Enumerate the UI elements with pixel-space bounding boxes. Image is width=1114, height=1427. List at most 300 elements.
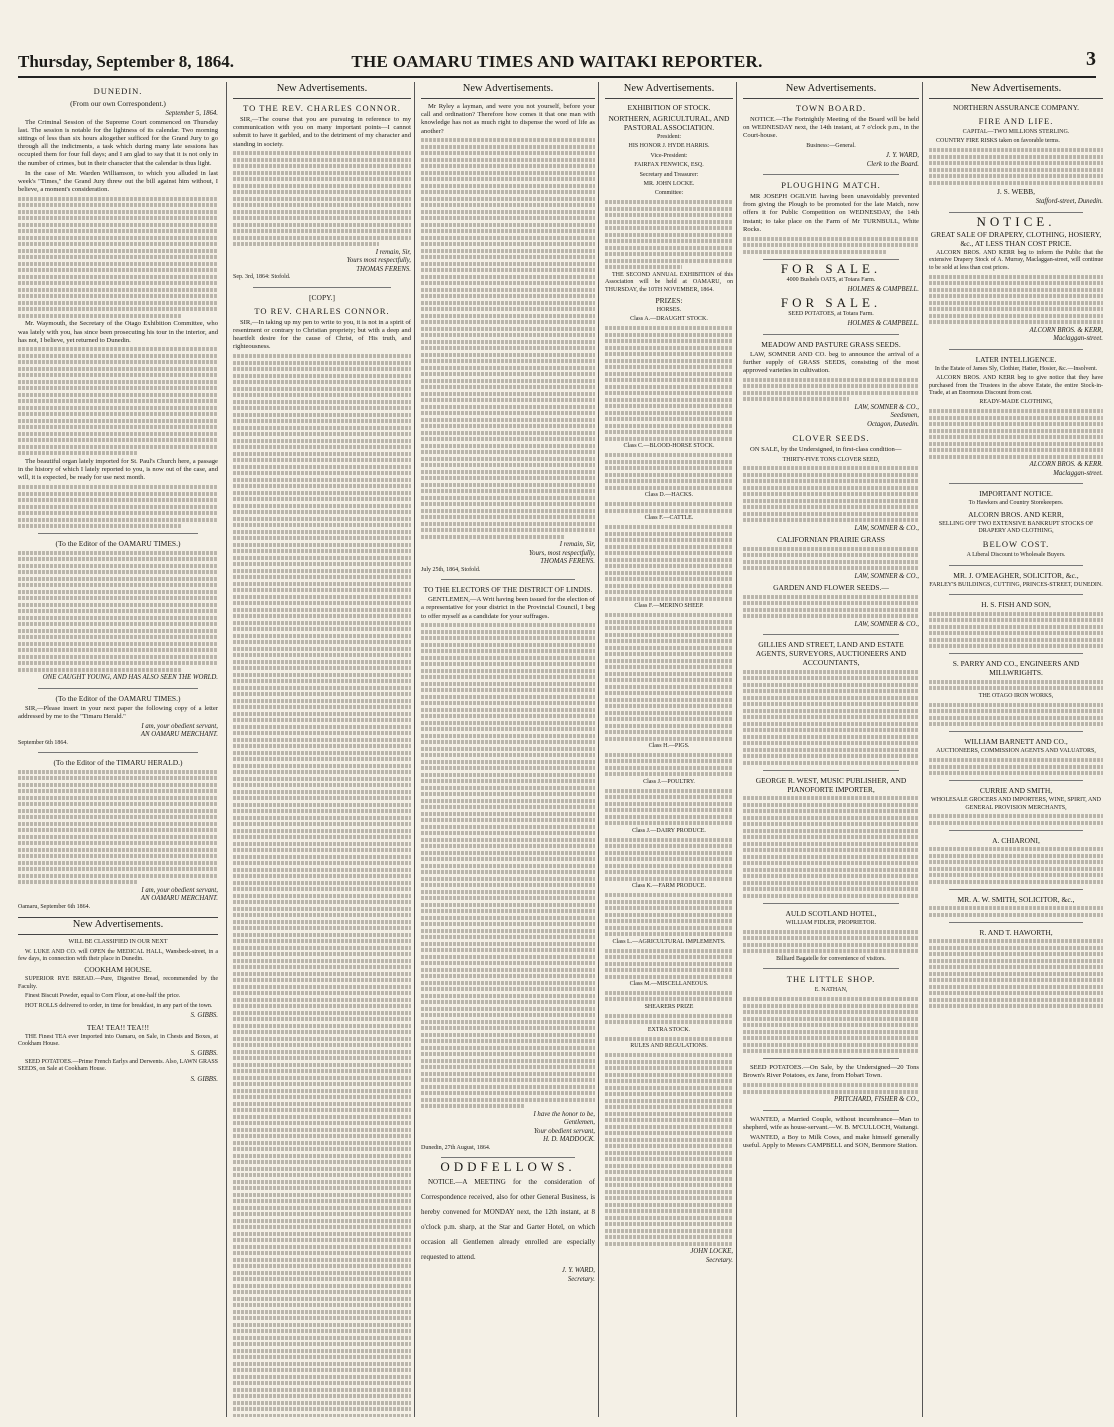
ad-signature: I have the honor to be, xyxy=(533,1110,595,1118)
illegible-text-line xyxy=(929,301,1103,305)
ad-heading: A. CHIARONI, xyxy=(992,835,1040,845)
ad-text: 4000 Bushels OATS, at Totara Farm. xyxy=(786,276,876,283)
illegible-text-line xyxy=(233,972,411,976)
illegible-text-line xyxy=(929,965,1103,969)
illegible-text-line xyxy=(421,1052,595,1056)
illegible-text-line xyxy=(18,770,218,774)
illegible-text-line xyxy=(421,714,595,718)
illegible-text-line xyxy=(233,1206,411,1210)
illegible-text-line xyxy=(929,174,1103,178)
illegible-text-line xyxy=(233,887,411,891)
illegible-text-line xyxy=(233,1180,411,1184)
illegible-text-line xyxy=(421,1104,525,1108)
ad-heading: MR. A. W. SMITH, SOLICITOR, &c., xyxy=(957,894,1075,904)
illegible-text-line xyxy=(743,1010,919,1014)
illegible-text-line xyxy=(233,556,411,560)
illegible-text-line xyxy=(421,916,595,920)
illegible-text-line xyxy=(233,822,411,826)
illegible-text-line xyxy=(233,380,411,384)
illegible-text-line xyxy=(421,903,595,907)
illegible-text-line xyxy=(605,730,733,734)
illegible-text-line xyxy=(605,1079,733,1083)
illegible-text-line xyxy=(18,268,218,272)
illegible-text-line xyxy=(233,452,411,456)
illegible-text-line xyxy=(233,484,411,488)
illegible-text-line xyxy=(233,764,411,768)
illegible-text-line xyxy=(233,1193,411,1197)
illegible-text-line xyxy=(743,566,919,570)
ad-heading: THE LITTLE SHOP. xyxy=(786,974,876,985)
illegible-text-line xyxy=(18,249,218,253)
illegible-text-line xyxy=(605,759,733,763)
ad-text: Class F.—CATTLE. xyxy=(644,515,694,522)
illegible-text-line xyxy=(18,360,218,364)
illegible-text-line xyxy=(605,724,733,728)
illegible-text-line xyxy=(421,515,595,519)
illegible-text-line xyxy=(421,294,595,298)
illegible-text-line xyxy=(421,535,564,539)
illegible-text-line xyxy=(929,771,1103,775)
illegible-text-line xyxy=(18,609,218,613)
illegible-text-line xyxy=(233,1388,411,1392)
illegible-text-line xyxy=(233,699,411,703)
illegible-text-line xyxy=(421,340,595,344)
illegible-text-line xyxy=(421,366,595,370)
illegible-text-line xyxy=(233,1303,411,1307)
illegible-text-line xyxy=(605,997,733,1001)
illegible-text-line xyxy=(233,868,411,872)
illegible-text-line xyxy=(605,226,733,230)
illegible-text-line xyxy=(929,959,1103,963)
illegible-text-line xyxy=(233,1368,411,1372)
issue-date: Thursday, September 8, 1864. xyxy=(18,52,234,71)
illegible-text-line xyxy=(233,952,411,956)
illegible-text-line xyxy=(233,190,411,194)
letter-text: SIR,—Please insert in your next paper the following copy of a letter addressed by me to the "Timaru Herald." xyxy=(18,704,218,720)
column-heading: New Advertisements. xyxy=(929,82,1103,99)
illegible-text-line xyxy=(605,1196,733,1200)
illegible-text-line xyxy=(233,926,411,930)
illegible-text-line xyxy=(421,281,595,285)
illegible-text-line xyxy=(421,636,595,640)
illegible-text-line xyxy=(233,920,411,924)
ad-signature: Clerk to the Board. xyxy=(866,160,919,168)
illegible-text-line xyxy=(743,505,919,509)
illegible-text-line xyxy=(929,952,1103,956)
illegible-text-line xyxy=(929,991,1103,995)
illegible-text-line xyxy=(421,1072,595,1076)
illegible-text-line xyxy=(605,538,733,542)
illegible-text-line xyxy=(18,223,218,227)
illegible-text-line xyxy=(605,200,733,204)
illegible-text-line xyxy=(233,861,411,865)
illegible-text-line xyxy=(605,352,733,356)
letter-title: TO THE REV. CHARLES CONNOR. xyxy=(243,103,401,113)
illegible-text-line xyxy=(743,887,919,891)
ad-text: CAPITAL—TWO MILLIONS STERLING. xyxy=(962,129,1070,135)
illegible-text-line xyxy=(605,1183,733,1187)
letter-heading: (To the Editor of the TIMARU HERALD.) xyxy=(53,758,183,768)
illegible-text-line xyxy=(421,353,595,357)
illegible-text-line xyxy=(929,409,1103,413)
illegible-text-line xyxy=(18,288,218,292)
illegible-text-line xyxy=(743,492,919,496)
illegible-text-line xyxy=(18,498,218,502)
illegible-text-line xyxy=(743,861,919,865)
illegible-text-line xyxy=(605,378,733,382)
illegible-text-line xyxy=(929,913,1103,917)
illegible-text-line xyxy=(233,1102,411,1106)
illegible-text-line xyxy=(421,623,595,627)
illegible-text-line xyxy=(421,1065,595,1069)
illegible-text-line xyxy=(18,564,218,568)
ad-heading: PLOUGHING MATCH. xyxy=(781,180,881,191)
ad-signature: J. Y. WARD, xyxy=(561,1267,595,1275)
illegible-text-line xyxy=(743,1049,919,1053)
illegible-text-line xyxy=(743,237,919,241)
illegible-text-line xyxy=(233,835,411,839)
illegible-text-line xyxy=(421,262,595,266)
illegible-text-line xyxy=(605,453,733,457)
illegible-text-line xyxy=(233,543,411,547)
ad-signature: HOLMES & CAMPBELL. xyxy=(847,320,919,328)
illegible-text-line xyxy=(605,365,733,369)
illegible-text-line xyxy=(233,1212,411,1216)
illegible-text-line xyxy=(605,704,733,708)
section-heading: DUNEDIN. xyxy=(93,86,143,96)
illegible-text-line xyxy=(18,661,218,665)
illegible-text-line xyxy=(605,1164,733,1168)
illegible-text-line xyxy=(421,994,595,998)
illegible-text-line xyxy=(743,1004,919,1008)
illegible-text-line xyxy=(421,1020,595,1024)
illegible-text-line xyxy=(421,320,595,324)
ad-date: Dunedin, 27th August, 1864. xyxy=(421,1144,491,1151)
illegible-text-line xyxy=(18,281,218,285)
illegible-text-line xyxy=(18,551,218,555)
illegible-text-line xyxy=(233,361,411,365)
illegible-text-line xyxy=(233,731,411,735)
illegible-text-line xyxy=(233,184,411,188)
illegible-text-line xyxy=(233,666,411,670)
illegible-text-line xyxy=(233,478,411,482)
illegible-text-line xyxy=(18,655,218,659)
illegible-text-line xyxy=(605,1053,733,1057)
illegible-text-line xyxy=(743,391,919,395)
illegible-text-line xyxy=(233,236,411,240)
column-heading: New Advertisements. xyxy=(18,917,218,935)
illegible-text-line xyxy=(605,385,733,389)
illegible-text-line xyxy=(929,155,1103,159)
illegible-text-line xyxy=(233,933,411,937)
ad-text: E. NATHAN, xyxy=(814,987,848,994)
divider xyxy=(253,287,391,288)
illegible-text-line xyxy=(605,207,733,211)
illegible-text-line xyxy=(421,216,595,220)
illegible-text-line xyxy=(929,686,1103,690)
illegible-text-line xyxy=(605,772,733,776)
illegible-text-line xyxy=(605,1037,733,1041)
ad-text: WHOLESALE GROCERS AND IMPORTERS, WINE, SPIRIT, AND GENERAL PROVISION MERCHANTS, xyxy=(931,797,1101,811)
ad-signature: Stafford-street, Dunedin. xyxy=(1035,198,1103,206)
ad-heading: BELOW COST. xyxy=(982,539,1050,550)
illegible-text-line xyxy=(605,1118,733,1122)
illegible-text-line xyxy=(18,874,218,878)
ad-text: Billiard Bagatelle for convenience of visitors. xyxy=(776,955,886,962)
illegible-text-line xyxy=(421,831,595,835)
illegible-text-line xyxy=(605,1170,733,1174)
illegible-text-line xyxy=(743,676,919,680)
illegible-text-line xyxy=(233,1310,411,1314)
ad-text: Secretary and Treasurer: xyxy=(639,171,699,178)
ad-signature: J. S. WEBB, xyxy=(997,187,1035,197)
ad-signature: PRITCHARD, FISHER & CO., xyxy=(834,1096,919,1104)
illegible-text-line xyxy=(233,1004,411,1008)
ad-text: Vice-President: xyxy=(650,152,688,159)
illegible-text-line xyxy=(421,844,595,848)
ad-text: MR JOSEPH OGILVIE having been unavoidably prevented from giving the Plough to be promoted for the late Match, now offers it for Public Competition on WEDNESDAY, the 14th instant; to take place on the Farm of Mr TURNBULL, White Rocks. xyxy=(743,193,919,233)
illegible-text-line xyxy=(233,855,411,859)
illegible-text-line xyxy=(233,978,411,982)
illegible-text-line xyxy=(421,753,595,757)
illegible-text-line xyxy=(743,553,919,557)
illegible-text-line xyxy=(233,400,411,404)
illegible-text-line xyxy=(605,577,733,581)
ad-text: WANTED, a Boy to Milk Cows, and make himself generally useful. Apply to Messrs CAMPBELL and SON, Benmore Station. xyxy=(743,1134,919,1150)
ad-signature: HOLMES & CAMPBELL. xyxy=(847,286,919,294)
divider xyxy=(38,688,198,689)
illegible-text-line xyxy=(18,419,218,423)
illegible-text-line xyxy=(18,307,218,311)
illegible-text-line xyxy=(233,660,411,664)
illegible-text-line xyxy=(233,465,411,469)
illegible-text-line xyxy=(743,1036,919,1040)
illegible-text-line xyxy=(233,367,411,371)
illegible-text-line xyxy=(421,470,595,474)
illegible-text-line xyxy=(605,991,733,995)
illegible-text-line xyxy=(743,949,919,953)
ad-heading: COOKHAM HOUSE. xyxy=(84,965,152,975)
illegible-text-line xyxy=(929,307,1103,311)
illegible-text-line xyxy=(421,1039,595,1043)
illegible-text-line xyxy=(18,386,218,390)
illegible-text-line xyxy=(233,1342,411,1346)
illegible-text-line xyxy=(233,1160,411,1164)
illegible-text-line xyxy=(421,688,595,692)
illegible-text-line xyxy=(421,392,595,396)
illegible-text-line xyxy=(605,1138,733,1142)
illegible-text-line xyxy=(421,682,595,686)
illegible-text-line xyxy=(743,547,919,551)
letter-signature: THOMAS FERENS. xyxy=(540,558,595,566)
illegible-text-line xyxy=(605,437,733,441)
illegible-text-line xyxy=(233,1011,411,1015)
ad-text: THIRTY-FIVE TONS CLOVER SEED, xyxy=(782,456,880,463)
illegible-text-line xyxy=(605,1203,733,1207)
illegible-text-line xyxy=(421,896,595,900)
illegible-text-line xyxy=(233,1076,411,1080)
illegible-text-line xyxy=(743,243,919,247)
illegible-text-line xyxy=(233,1147,411,1151)
ad-text: SUPERIOR RYE BREAD.—Pure, Digestive Bread, recommended by the Faculty. xyxy=(18,976,218,990)
ad-signature: J. Y. WARD, xyxy=(885,152,919,160)
illegible-text-line xyxy=(605,259,733,263)
letter-signature: Yours most respectfully, xyxy=(346,257,411,265)
illegible-text-line xyxy=(605,932,733,936)
illegible-text-line xyxy=(18,828,218,832)
illegible-text-line xyxy=(743,842,919,846)
illegible-text-line xyxy=(421,675,595,679)
illegible-text-line xyxy=(233,1154,411,1158)
illegible-text-line xyxy=(233,608,411,612)
illegible-text-line xyxy=(233,1199,411,1203)
illegible-text-line xyxy=(421,476,595,480)
illegible-text-line xyxy=(233,803,411,807)
illegible-text-line xyxy=(743,997,919,1001)
illegible-text-line xyxy=(18,809,218,813)
divider xyxy=(763,334,899,335)
illegible-text-line xyxy=(18,577,218,581)
illegible-text-line xyxy=(233,1323,411,1327)
illegible-text-line xyxy=(233,959,411,963)
ad-text: THE SECOND ANNUAL EXHIBITION of this Association will be held at OAMARU, on THURSDAY, the 10TH NOVEMBER, 1864. xyxy=(605,271,733,293)
illegible-text-line xyxy=(421,164,595,168)
illegible-text-line xyxy=(233,203,411,207)
ad-text: SEED POTATOES, at Totara Farm. xyxy=(788,310,874,317)
illegible-text-line xyxy=(605,1144,733,1148)
ad-heading: S. PARRY AND CO., ENGINEERS AND MILLWRIGHTS. xyxy=(952,659,1080,678)
illegible-text-line xyxy=(233,1095,411,1099)
letter-signature: AN OAMARU MERCHANT. xyxy=(140,895,218,903)
illegible-text-line xyxy=(929,709,1103,713)
illegible-text-line xyxy=(421,1098,595,1102)
illegible-text-line xyxy=(605,326,733,330)
illegible-text-line xyxy=(233,848,411,852)
classified-note: WILL BE CLASSIFIED IN OUR NEXT xyxy=(68,939,168,946)
illegible-text-line xyxy=(605,900,733,904)
illegible-text-line xyxy=(233,595,411,599)
illegible-text-line xyxy=(743,560,919,564)
illegible-text-line xyxy=(743,670,919,674)
divider xyxy=(949,349,1083,350)
letter-heading: (To the Editor of the OAMARU TIMES.) xyxy=(55,693,181,703)
ad-text: Class K.—FARM PRODUCE. xyxy=(632,883,706,890)
divider xyxy=(763,634,899,635)
illegible-text-line xyxy=(929,972,1103,976)
divider xyxy=(949,922,1083,923)
illegible-text-line xyxy=(605,844,733,848)
divider xyxy=(763,259,899,260)
illegible-text-line xyxy=(929,978,1103,982)
ad-heading: GEORGE R. WEST, MUSIC PUBLISHER, AND PIANOFORTE IMPORTER, xyxy=(755,775,907,794)
illegible-text-line xyxy=(421,307,595,311)
illegible-text-line xyxy=(929,618,1103,622)
illegible-text-line xyxy=(743,709,919,713)
illegible-text-line xyxy=(743,378,919,382)
ad-text: Class M.—MISCELLANEOUS. xyxy=(629,981,709,988)
illegible-text-line xyxy=(929,161,1103,165)
illegible-text-line xyxy=(421,721,595,725)
illegible-text-line xyxy=(18,570,218,574)
illegible-text-line xyxy=(605,1066,733,1070)
illegible-text-line xyxy=(929,422,1103,426)
letter-signature: Yours, most respectfully, xyxy=(529,549,595,557)
illegible-text-line xyxy=(605,1092,733,1096)
illegible-text-line xyxy=(233,829,411,833)
illegible-text-line xyxy=(18,432,218,436)
illegible-text-line xyxy=(605,1177,733,1181)
illegible-text-line xyxy=(605,717,733,721)
illegible-text-line xyxy=(421,177,595,181)
illegible-text-line xyxy=(929,612,1103,616)
illegible-text-line xyxy=(605,821,733,825)
illegible-text-line xyxy=(18,789,218,793)
article-paragraph: In the case of Mr. Warden Williamson, to which you alluded in last week's "Times," the Grand Jury threw out the bill against him without, I believe, a moment's consideration. xyxy=(18,169,218,194)
illegible-text-line xyxy=(605,919,733,923)
ad-heading: AULD SCOTLAND HOTEL, xyxy=(785,908,877,918)
illegible-text-line xyxy=(18,596,218,600)
illegible-text-line xyxy=(18,511,218,515)
illegible-text-line xyxy=(18,451,138,455)
illegible-text-line xyxy=(233,946,411,950)
illegible-text-line xyxy=(421,727,595,731)
illegible-text-line xyxy=(18,861,218,865)
illegible-text-line xyxy=(929,294,1103,298)
ad-heading: TEA! TEA!! TEA!!! xyxy=(86,1022,150,1032)
illegible-text-line xyxy=(421,190,595,194)
illegible-text-line xyxy=(233,1017,411,1021)
illegible-text-line xyxy=(233,1407,411,1411)
illegible-text-line xyxy=(233,1225,411,1229)
illegible-text-line xyxy=(605,466,733,470)
divider xyxy=(949,653,1083,654)
illegible-text-line xyxy=(18,616,218,620)
illegible-text-line xyxy=(743,499,919,503)
illegible-text-line xyxy=(421,145,595,149)
illegible-text-line xyxy=(233,634,411,638)
ad-signature: S. GIBBS. xyxy=(190,1050,218,1058)
illegible-text-line xyxy=(233,601,411,605)
illegible-text-line xyxy=(605,877,733,881)
illegible-text-line xyxy=(605,558,733,562)
illegible-text-line xyxy=(18,557,218,561)
illegible-text-line xyxy=(605,252,733,256)
illegible-text-line xyxy=(605,652,733,656)
illegible-text-line xyxy=(421,760,595,764)
illegible-text-line xyxy=(605,968,733,972)
illegible-text-line xyxy=(605,339,733,343)
illegible-text-line xyxy=(605,1151,733,1155)
ad-text: In the Estate of James Sly, Clothier, Hatter, Hosier, &c.—Insolvent. xyxy=(934,365,1098,372)
ad-heading: PRIZES: xyxy=(655,296,683,306)
illegible-text-line xyxy=(18,203,218,207)
illegible-text-line xyxy=(605,1014,733,1018)
illegible-text-line xyxy=(421,812,595,816)
illegible-text-line xyxy=(743,512,919,516)
illegible-text-line xyxy=(421,799,595,803)
illegible-text-line xyxy=(605,532,733,536)
divider xyxy=(441,1157,575,1158)
illegible-text-line xyxy=(421,288,595,292)
ad-signature: S. GIBBS. xyxy=(190,1012,218,1020)
illegible-text-line xyxy=(233,445,411,449)
illegible-text-line xyxy=(421,398,595,402)
ad-text: HIS HONOR J. HYDE HARRIS. xyxy=(628,143,710,150)
illegible-text-line xyxy=(18,301,218,305)
illegible-text-line xyxy=(421,864,595,868)
illegible-text-line xyxy=(929,758,1103,762)
ad-heading: EXHIBITION OF STOCK. xyxy=(627,103,711,112)
